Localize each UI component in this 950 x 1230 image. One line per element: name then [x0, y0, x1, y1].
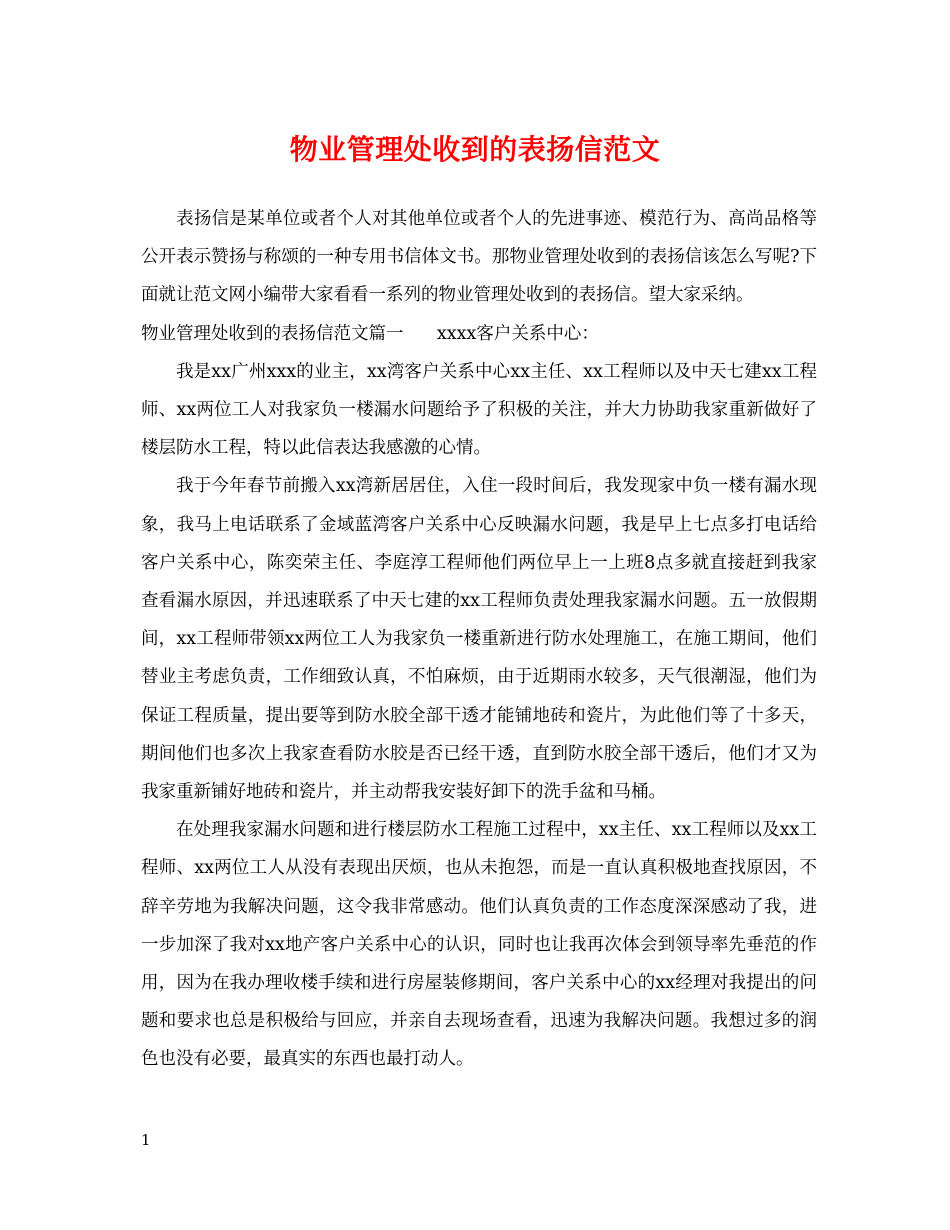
letter-heading: 物业管理处收到的表扬信范文篇一 xxxx客户关系中心： — [141, 323, 599, 344]
document-body — [141, 200, 817, 1079]
intro-paragraph: 表扬信是某单位或者个人对其他单位或者个人的先进事迹、模范行为、高尚品格等公开表示赞扬与称颂的一种专用书信体文书。那物业管理处收到的表扬信该怎么写呢?下面就让范文网小编带大家看看一系列的物业管理处收到的表扬信。望大家采纳。 — [141, 209, 817, 306]
page-number: 1 — [141, 1131, 151, 1149]
body-paragraph: 在处理我家漏水问题和进行楼层防水工程施工过程中，xx主任、xx工程师以及xx工程师、xx两位工人从没有表现出厌烦，也从未抱怨，而是一直认真积极地查找原因，不辞辛劳地为我解决问题，这令我非常感动。他们认真负责的工作态度深深感动了我，进一步加深了我对xx地产客户关系中心的认识，同时也让我再次体会到领导率先垂范的作用，因为在我办理收楼手续和进行房屋装修期间，客户关系中心的xx经理对我提出的问题和要求也总是积极给与回应，并亲自去现场查看，迅速为我解决问题。我想过多的润色也没有必要，最真实的东西也最打动人。 — [141, 820, 817, 1070]
body-paragraph: 我是xx广州xxx的业主，xx湾客户关系中心xx主任、xx工程师以及中天七建xx工程师、xx两位工人对我家负一楼漏水问题给予了积极的关注，并大力协助我家重新做好了楼层防水工程，特以此信表达我感激的心情。 — [141, 361, 817, 459]
body-paragraph: 我于今年春节前搬入xx湾新居居住，入住一段时间后，我发现家中负一楼有漏水现象，我马上电话联系了金域蓝湾客户关系中心反映漏水问题，我是早上七点多打电话给客户关系中心，陈奕荣主任、李庭淳工程师他们两位早上一上班8点多就直接赶到我家查看漏水原因，并迅速联系了中天七建的xx工程师负责处理我家漏水问题。五一放假期间，xx工程师带领xx两位工人为我家负一楼重新进行防水处理施工，在施工期间，他们替业主考虑负责，工作细致认真，不怕麻烦，由于近期雨水较多，天气很潮湿，他们为保证工程质量，提出要等到防水胶全部干透才能铺地砖和瓷片，为此他们等了十多天，期间他们也多次上我家查看防水胶是否已经干透，直到防水胶全部干透后，他们才又为我家重新铺好地砖和瓷片，并主动帮我安装好卸下的洗手盆和马桶。 — [141, 476, 817, 803]
document-title: 物业管理处收到的表扬信范文 — [289, 133, 661, 166]
